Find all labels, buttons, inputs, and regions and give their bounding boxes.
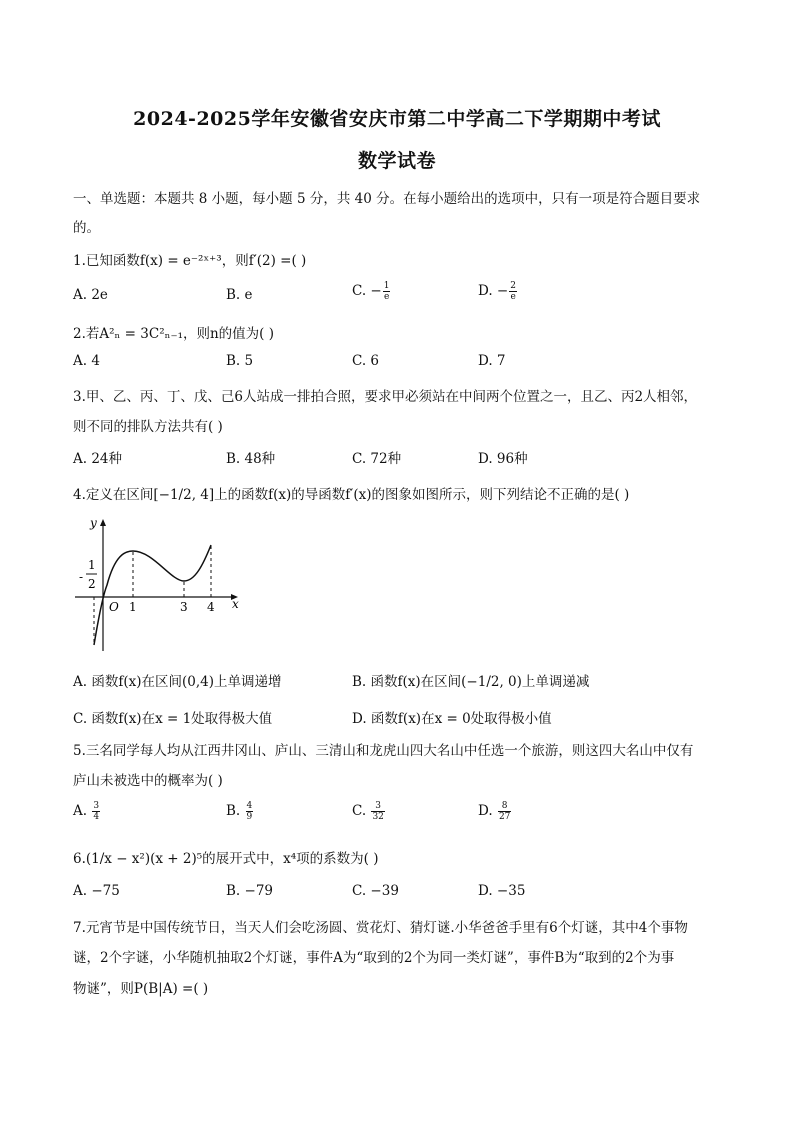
question-1-option-a: A. 2e [73,287,108,303]
section-1-instructions-line-1: 一、单选题：本题共 8 小题，每小题 5 分，共 40 分。在每小题给出的选项中，只有一项是符合题目要求 [73,191,701,207]
y-axis-label: y [90,516,97,530]
question-4-option-b [352,670,589,690]
question-3-option-b: B. 48种 [226,451,276,467]
option-a-label: A. [73,803,88,819]
question-5-stem-line-1: 5.三名同学每人均从江西井冈山、庐山、三清山和龙虎山四大名山中任选一个旅游，则这四大名山中仅有 [73,743,694,759]
fraction [246,801,254,822]
question-1-option-c [352,281,391,302]
option-b-interval: (−1/2, 0) [461,674,522,690]
question-3-option-d: D. 96种 [478,451,528,467]
question-3-stem-line-1: 3.甲、乙、丙、丁、戊、己6人站成一排拍合照，要求甲必须站在中间两个位置之一，且乙、丙2人相邻， [73,389,698,405]
option-b-suffix: 上单调递减 [521,674,590,690]
question-4-option-a: A. 函数f(x)在区间(0,4)上单调递增 [73,674,282,690]
question-7-stem-line-2: 谜，2个字谜，小华随机抽取2个灯谜，事件A为“取到的2个为同一类灯谜”，事件B为“取到的2个为事 [73,950,675,966]
exam-title: 2024-2025学年安徽省安庆市第二中学高二下学期期中考试 [133,108,661,130]
fraction-numerator: 2 [510,281,516,291]
fraction-numerator: 1 [383,281,390,291]
fraction [383,281,391,302]
fraction-numerator: 4 [246,801,253,811]
question-6-stem: 6.(1/x − x²)(x + 2)⁵的展开式中，x⁴项的系数为( ) [73,851,379,867]
option-d-label: D. [478,803,493,819]
question-6-option-d: D. −35 [478,883,526,899]
question-2-option-d: D. 7 [478,353,506,369]
option-c-label: C. − [352,283,382,299]
fraction-denominator: 4 [93,812,100,822]
y-tick-sign: - [79,570,84,584]
question-5-option-b [226,801,254,822]
fraction-numerator: 3 [371,801,384,812]
fraction [509,281,517,302]
fraction-numerator: 3 [93,801,100,811]
stem-suffix: 上的函数f(x)的导函数f′(x)的图象如图所示，则下列结论不正确的是( ) [214,487,630,503]
section-1-instructions-line-2: 的。 [73,220,100,236]
x-tick-1: 1 [129,600,137,614]
fraction-denominator: 27 [498,812,511,822]
fraction [92,801,100,822]
fraction [498,801,511,822]
fraction-denominator: 9 [246,812,253,822]
option-b-label: B. [226,803,241,819]
option-c-label: C. [352,803,367,819]
exam-subtitle: 数学试卷 [357,150,436,172]
question-5-option-a [73,801,101,822]
derivative-curve [94,545,211,645]
fraction [371,801,384,822]
x-axis-label: x [232,597,239,611]
origin-label: O [109,600,119,614]
y-axis-arrow [100,519,106,526]
question-4-option-d: D. 函数f(x)在x = 0处取得极小值 [352,711,552,727]
question-6-option-b: B. −79 [226,883,273,899]
question-5-stem-line-2: 庐山未被选中的概率为( ) [73,773,223,789]
fraction-numerator: 8 [498,801,511,812]
question-5-option-d [478,801,512,822]
question-3-option-c: C. 72种 [352,451,402,467]
question-2-stem: 2.若A²ₙ = 3C²ₙ₋₁，则n的值为( ) [73,326,275,342]
question-2-option-a: A. 4 [73,353,100,369]
question-1-option-d [478,281,518,302]
fraction-denominator: e [510,292,516,302]
question-6-option-a: A. −75 [73,883,120,899]
question-7-stem-line-3: 物谜”，则P(B|A) =( ) [73,981,209,997]
question-1-stem: 1.已知函数f(x) = e⁻²ˣ⁺³，则f′(2) =( ) [73,253,307,269]
derivative-graph [75,515,245,655]
stem-prefix: 4.定义在区间 [73,487,154,503]
question-7-stem-line-1: 7.元宵节是中国传统节日，当天人们会吃汤圆、赏花灯、猜灯谜.小华爸爸手里有6个灯谜，其中4个事物 [73,920,688,936]
question-2-option-c: C. 6 [352,353,380,369]
option-b-prefix: B. 函数f(x)在区间 [352,674,462,690]
question-2-option-b: B. 5 [226,353,254,369]
question-3-option-a: A. 24种 [73,451,123,467]
question-4-stem [73,483,629,503]
x-tick-3: 3 [180,600,188,614]
question-1-option-b: B. e [226,287,253,303]
question-6-option-c: C. −39 [352,883,399,899]
option-d-label: D. − [478,283,509,299]
question-5-option-c [352,801,386,822]
y-tick-numerator: 1 [88,558,96,572]
question-3-stem-line-2: 则不同的排队方法共有( ) [73,419,223,435]
x-tick-4: 4 [207,600,215,614]
question-4-option-c: C. 函数f(x)在x = 1处取得极大值 [73,711,273,727]
fraction-denominator: 32 [372,812,384,822]
fraction-denominator: e [383,292,390,302]
y-tick-denominator: 2 [88,577,96,591]
interval: [−1/2, 4] [153,487,215,503]
